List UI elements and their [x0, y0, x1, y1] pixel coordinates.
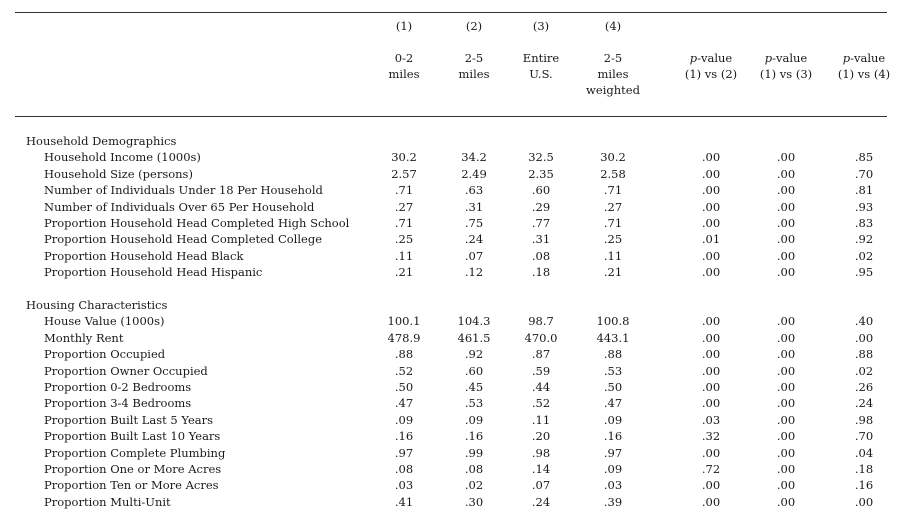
column-label-line: miles [388, 67, 420, 81]
cell-pvalue-col-3: .18 [854, 462, 874, 476]
table-row [0, 477, 902, 493]
cell-mean-col-2: .92 [464, 347, 484, 362]
cell-pvalue-col-1: .72 [701, 462, 721, 476]
cell-pvalue-col-3: .98 [854, 412, 874, 427]
table-row [0, 149, 902, 165]
cell-pvalue-col-1: .01 [701, 232, 721, 247]
cell-mean-col-1: .21 [394, 265, 414, 280]
cell-pvalue-col-2: .00 [776, 150, 796, 165]
cell-pvalue-col-3: .26 [854, 380, 874, 394]
section-title: Housing Characteristics [26, 298, 168, 312]
cell-mean-col-3: .11 [531, 412, 551, 427]
row-label: Number of Individuals Under 18 Per Household [44, 183, 323, 198]
cell-mean-col-4: .53 [603, 363, 623, 378]
column-label-line: miles [597, 67, 629, 81]
column-number: (4) [604, 19, 622, 33]
row-label: Proportion Complete Plumbing [44, 445, 226, 460]
cell-pvalue-col-3: .00 [854, 330, 874, 345]
cell-mean-col-3: .29 [531, 199, 551, 214]
cell-mean-col-2: .07 [464, 248, 484, 263]
cell-mean-col-2: .75 [464, 216, 484, 230]
cell-pvalue-col-2: .00 [776, 314, 796, 329]
column-label-line: miles [458, 67, 490, 81]
cell-pvalue-col-1: .00 [701, 166, 721, 181]
row-label: Proportion Occupied [44, 347, 166, 362]
cell-mean-col-1: .08 [394, 462, 414, 476]
row-label: Proportion Household Head Black [44, 248, 244, 263]
cell-pvalue-col-3: .02 [854, 363, 874, 378]
cell-pvalue-col-1: .00 [701, 396, 721, 411]
row-label: Proportion Household Head Completed College [44, 232, 322, 247]
table-row [0, 412, 902, 428]
cell-pvalue-col-2: .00 [776, 330, 796, 345]
cell-mean-col-3: .08 [531, 248, 551, 263]
cell-mean-col-4: .21 [603, 265, 623, 280]
cell-mean-col-3: .24 [531, 494, 551, 509]
pvalue-label: p-value [842, 51, 886, 65]
cell-pvalue-col-3: .00 [854, 494, 874, 509]
cell-mean-col-2: .99 [464, 445, 484, 460]
cell-mean-col-2: 34.2 [461, 150, 487, 165]
cell-pvalue-col-3: .85 [854, 150, 874, 165]
cell-pvalue-col-2: .00 [776, 183, 796, 198]
pvalue-comparison: (1) vs (2) [684, 67, 738, 81]
row-label: Number of Individuals Over 65 Per Household [44, 199, 315, 214]
cell-mean-col-2: .53 [464, 396, 484, 411]
cell-pvalue-col-2: .00 [776, 363, 796, 378]
cell-mean-col-1: .41 [394, 494, 414, 509]
column-number: (1) [395, 19, 413, 33]
column-header-1 [374, 18, 434, 82]
cell-mean-col-4: .09 [603, 412, 623, 427]
row-label: Proportion 3-4 Bedrooms [44, 396, 192, 411]
cell-pvalue-col-3: .93 [854, 199, 874, 214]
cell-pvalue-col-3: .40 [854, 314, 874, 329]
cell-mean-col-4: .97 [603, 445, 623, 460]
column-label-line: U.S. [529, 67, 553, 81]
cell-pvalue-col-1: .00 [701, 494, 721, 509]
cell-mean-col-3: 2.35 [528, 166, 554, 181]
cell-mean-col-4: 30.2 [600, 150, 626, 165]
cell-pvalue-col-2: .00 [776, 429, 796, 444]
cell-mean-col-3: .77 [531, 216, 551, 230]
cell-mean-col-1: .50 [394, 380, 414, 394]
cell-pvalue-col-1: .00 [701, 150, 721, 165]
row-label: Household Income (1000s) [44, 150, 201, 165]
cell-mean-col-4: .47 [603, 396, 623, 411]
cell-pvalue-col-1: .00 [701, 363, 721, 378]
cell-pvalue-col-2: .00 [776, 396, 796, 411]
cell-pvalue-col-2: .00 [776, 265, 796, 280]
cell-pvalue-col-3: .70 [854, 429, 874, 444]
cell-pvalue-col-1: .00 [701, 478, 721, 493]
cell-pvalue-col-3: .88 [854, 347, 874, 362]
cell-pvalue-col-3: .24 [854, 396, 874, 411]
cell-mean-col-1: 2.57 [391, 166, 417, 181]
cell-mean-col-2: .16 [464, 429, 484, 444]
table-row [0, 379, 902, 395]
column-label-line: Entire [522, 51, 560, 65]
cell-mean-col-1: .09 [394, 412, 414, 427]
cell-pvalue-col-2: .00 [776, 462, 796, 476]
cell-mean-col-4: .27 [603, 199, 623, 214]
column-header-3 [511, 18, 571, 82]
cell-pvalue-col-2: .00 [776, 166, 796, 181]
table-row [0, 231, 902, 247]
cell-mean-col-2: .02 [464, 478, 484, 493]
cell-pvalue-col-2: .00 [776, 199, 796, 214]
column-number: (3) [532, 19, 550, 33]
table-row [0, 428, 902, 444]
cell-mean-col-4: .50 [603, 380, 623, 394]
cell-mean-col-1: 100.1 [387, 314, 421, 329]
cell-mean-col-1: .11 [394, 248, 414, 263]
column-number: (2) [465, 19, 483, 33]
cell-pvalue-col-2: .00 [776, 380, 796, 394]
cell-pvalue-col-2: .00 [776, 478, 796, 493]
table-row [0, 248, 902, 264]
cell-mean-col-1: .27 [394, 199, 414, 214]
cell-mean-col-1: 30.2 [391, 150, 417, 165]
cell-pvalue-col-1: .00 [701, 330, 721, 345]
cell-mean-col-3: .44 [531, 380, 551, 394]
cell-mean-col-2: .45 [464, 380, 484, 394]
pvalue-label: p-value [689, 51, 733, 65]
cell-mean-col-1: .16 [394, 429, 414, 444]
cell-pvalue-col-1: .00 [701, 380, 721, 394]
row-label: Proportion Owner Occupied [44, 363, 208, 378]
cell-mean-col-2: .09 [464, 412, 484, 427]
cell-mean-col-2: .12 [464, 265, 484, 280]
cell-mean-col-4: .39 [603, 494, 623, 509]
cell-mean-col-4: .25 [603, 232, 623, 247]
cell-mean-col-1: .03 [394, 478, 414, 493]
table-row [0, 461, 902, 477]
cell-mean-col-2: 461.5 [457, 330, 491, 345]
table-row [0, 313, 902, 329]
column-header-4 [583, 18, 643, 98]
row-label: Proportion Household Head Completed High School [44, 216, 350, 230]
table-row [0, 199, 902, 215]
cell-mean-col-4: .09 [603, 462, 623, 476]
section-title: Household Demographics [26, 134, 177, 148]
cell-pvalue-col-1: .00 [701, 445, 721, 460]
cell-pvalue-col-3: .16 [854, 478, 874, 493]
cell-mean-col-2: .60 [464, 363, 484, 378]
row-label: Proportion Built Last 5 Years [44, 412, 214, 427]
cell-pvalue-col-3: .70 [854, 166, 874, 181]
table-row [0, 445, 902, 461]
cell-pvalue-col-3: .02 [854, 248, 874, 263]
table-row [0, 395, 902, 411]
cell-pvalue-col-2: .00 [776, 347, 796, 362]
cell-pvalue-col-2: .00 [776, 232, 796, 247]
top-rule [15, 12, 887, 13]
column-label-line: 0-2 [394, 51, 414, 65]
cell-pvalue-col-1: .32 [701, 429, 721, 444]
table-row [0, 346, 902, 362]
cell-mean-col-1: .88 [394, 347, 414, 362]
cell-mean-col-2: .30 [464, 494, 484, 509]
cell-mean-col-4: .03 [603, 478, 623, 493]
pvalue-header-3 [829, 50, 899, 82]
cell-mean-col-3: .20 [531, 429, 551, 444]
column-label-line: 2-5 [603, 51, 623, 65]
cell-pvalue-col-1: .00 [701, 183, 721, 198]
cell-pvalue-col-2: .00 [776, 494, 796, 509]
cell-pvalue-col-2: .00 [776, 248, 796, 263]
column-label-line: weighted [586, 83, 640, 97]
cell-mean-col-1: .47 [394, 396, 414, 411]
cell-mean-col-4: 443.1 [596, 330, 630, 345]
cell-mean-col-1: .25 [394, 232, 414, 247]
cell-mean-col-1: .71 [394, 183, 414, 198]
cell-pvalue-col-3: .95 [854, 265, 874, 280]
cell-mean-col-3: .87 [531, 347, 551, 362]
cell-mean-col-3: .98 [531, 445, 551, 460]
table-row [0, 215, 902, 231]
cell-mean-col-2: .63 [464, 183, 484, 198]
cell-mean-col-3: .14 [531, 462, 551, 476]
cell-pvalue-col-1: .00 [701, 216, 721, 230]
cell-mean-col-4: .71 [603, 216, 623, 230]
cell-mean-col-3: .07 [531, 478, 551, 493]
table-row [0, 182, 902, 198]
cell-mean-col-2: .08 [464, 462, 484, 476]
cell-mean-col-4: 2.58 [600, 166, 626, 181]
pvalue-header-2 [751, 50, 821, 82]
row-label: Proportion One or More Acres [44, 462, 222, 476]
cell-mean-col-3: .60 [531, 183, 551, 198]
cell-pvalue-col-1: .00 [701, 199, 721, 214]
pvalue-label: p-value [764, 51, 808, 65]
table-row [0, 330, 902, 346]
pvalue-comparison: (1) vs (3) [759, 67, 813, 81]
cell-pvalue-col-3: .04 [854, 445, 874, 460]
cell-mean-col-3: 98.7 [528, 314, 554, 329]
row-label: Monthly Rent [44, 330, 124, 345]
row-label: Household Size (persons) [44, 166, 193, 181]
header-rule [15, 116, 887, 117]
cell-mean-col-3: 470.0 [524, 330, 558, 345]
cell-mean-col-3: .18 [531, 265, 551, 280]
cell-mean-col-3: .31 [531, 232, 551, 247]
row-label: Proportion 0-2 Bedrooms [44, 380, 192, 394]
cell-mean-col-1: 478.9 [387, 330, 421, 345]
cell-mean-col-4: .16 [603, 429, 623, 444]
cell-mean-col-4: .71 [603, 183, 623, 198]
cell-mean-col-1: .52 [394, 363, 414, 378]
cell-pvalue-col-1: .00 [701, 314, 721, 329]
cell-mean-col-1: .71 [394, 216, 414, 230]
cell-mean-col-2: 104.3 [457, 314, 491, 329]
cell-mean-col-3: .52 [531, 396, 551, 411]
cell-pvalue-col-2: .00 [776, 445, 796, 460]
cell-mean-col-2: .31 [464, 199, 484, 214]
column-label-line: 2-5 [464, 51, 484, 65]
cell-mean-col-4: .11 [603, 248, 623, 263]
row-label: Proportion Multi-Unit [44, 494, 171, 509]
cell-mean-col-1: .97 [394, 445, 414, 460]
cell-mean-col-4: .88 [603, 347, 623, 362]
table-row [0, 264, 902, 280]
row-label: Proportion Built Last 10 Years [44, 429, 221, 444]
cell-mean-col-2: .24 [464, 232, 484, 247]
cell-pvalue-col-1: .00 [701, 248, 721, 263]
pvalue-header-1 [676, 50, 746, 82]
cell-mean-col-2: 2.49 [461, 166, 487, 181]
cell-mean-col-4: 100.8 [596, 314, 630, 329]
row-label: House Value (1000s) [44, 314, 165, 329]
row-label: Proportion Ten or More Acres [44, 478, 219, 493]
cell-pvalue-col-2: .00 [776, 216, 796, 230]
cell-pvalue-col-3: .81 [854, 183, 874, 198]
cell-pvalue-col-3: .92 [854, 232, 874, 247]
pvalue-comparison: (1) vs (4) [837, 67, 891, 81]
row-label: Proportion Household Head Hispanic [44, 265, 263, 280]
column-header-2 [444, 18, 504, 82]
cell-pvalue-col-1: .00 [701, 347, 721, 362]
cell-mean-col-3: 32.5 [528, 150, 554, 165]
cell-pvalue-col-3: .83 [854, 216, 874, 230]
cell-pvalue-col-1: .03 [701, 412, 721, 427]
table-row [0, 166, 902, 182]
cell-pvalue-col-1: .00 [701, 265, 721, 280]
table-row [0, 494, 902, 510]
cell-pvalue-col-2: .00 [776, 412, 796, 427]
cell-mean-col-3: .59 [531, 363, 551, 378]
table-row [0, 363, 902, 379]
